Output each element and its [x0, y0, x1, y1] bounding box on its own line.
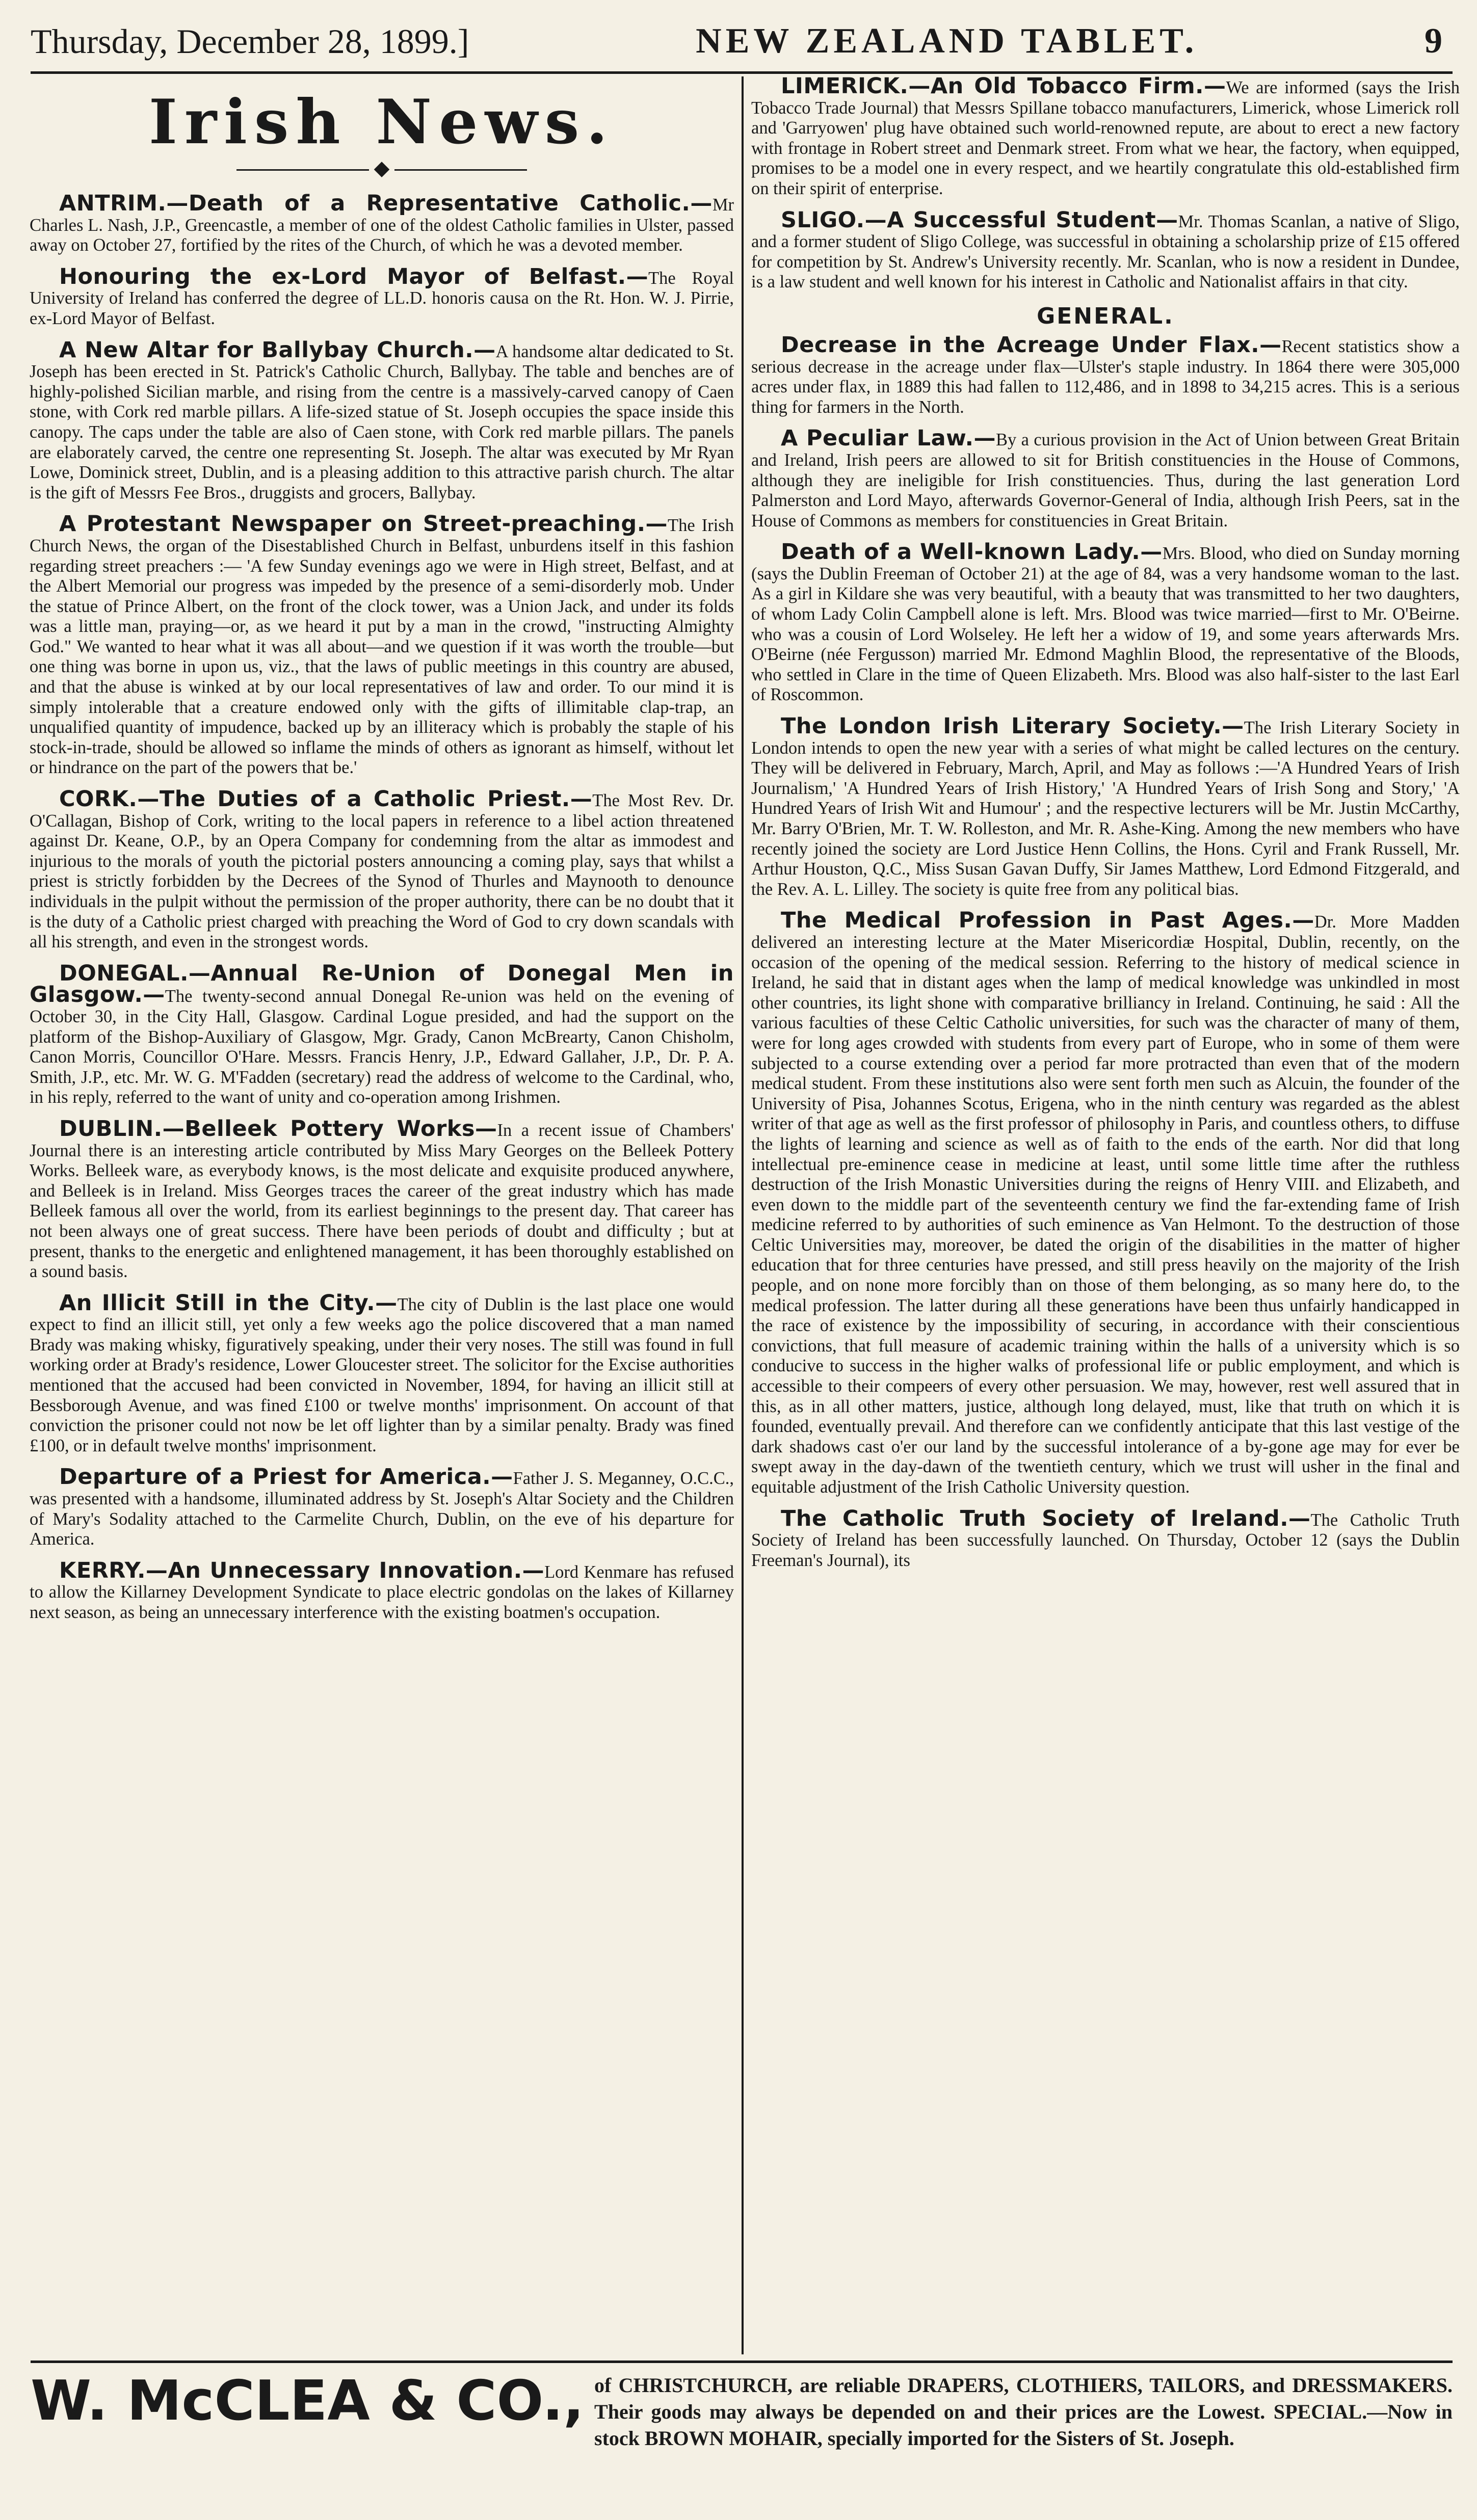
ornament-rule-right — [394, 169, 527, 171]
news-item — [30, 960, 734, 1108]
news-headline: The Medical Profession in Past Ages.— — [781, 908, 1314, 934]
news-item — [751, 539, 1460, 705]
advertisement-text: of CHRISTCHURCH, are reliable DRAPERS, CLOTHIERS, TAILORS, and DRESSMAKERS. Their goods may always be depended on and their prices are the Lowest. SPECIAL.—Now in stock BROWN MOHAIR, specially imported for the Sisters of St. Joseph. — [594, 2374, 1453, 2450]
news-body: Mr. Thomas Scanlan, a native of Sligo, and a former student of Sligo College, was successful in obtaining a scholarship prize of £15 offered for competition by St. Andrew's University recently. Mr. Scanlan, who is now a resident in Dundee, is a law student and well known for his interest in Catholic and Nationalist affairs in that city. — [751, 211, 1460, 292]
news-headline: CORK.—The Duties of a Catholic Priest.— — [59, 786, 593, 812]
news-item — [30, 191, 734, 256]
news-item — [30, 1464, 734, 1549]
news-item — [751, 76, 1460, 199]
page-number: 9 — [1424, 21, 1442, 61]
right-articles — [751, 76, 1460, 1571]
news-body: The Irish Church News, the organ of the Disestablished Church in Belfast, unburdens itself in this fashion regarding street preachers :— 'A few Sunday evenings ago we were in High street, Belfast, and at the Albert Memorial our progress was impeded by the presence of a semi-disorderly mob. Under the statue of Prince Albert, on the front of the clock tower, was a Union Jack, and under its folds was a little man, praying—or, as we heard it put by a man in the crowd, "instructing Almighty God." We wanted to hear what it was all about—and we question if it was worth the trouble—but one thing was borne in upon us, viz., that the laws of public meetings in this country are abused, and that the abuse is winked at by our local representatives of law and order. To our mind it is simply intolerable that a creature endowed only with the gifts of illimitable clap-trap, an unqualified quantity of impudence, backed up by an illiteracy which is probably the staple of his stock-in-trade, should be allowed so inflame the minds of others as ignorant as himself, without let or hindrance on the part of the powers that be.' — [30, 516, 734, 778]
news-item — [30, 263, 734, 329]
news-body: By a curious provision in the Act of Union between Great Britain and Ireland, Irish peers are allowed to sit for British constituencies in the House of Commons, although they are ineligible for Irish constituencies. Thus, during the last generation Lord Palmerston and Lord Mayo, afterwards Governor-General of India, although Irish Peers, sat in the House of Commons as members for constituencies in Great Britain. — [751, 430, 1460, 530]
title-ornament — [30, 158, 734, 178]
news-body: Lord Kenmare has refused to allow the Killarney Development Syndicate to place electric gondolas on the lakes of Killarney next season, as being an unnecessary interference with the existing boatmen's occupation. — [30, 1562, 734, 1622]
news-headline: An Illicit Still in the City.— — [59, 1290, 398, 1316]
news-body: We are informed (says the Irish Tobacco Trade Journal) that Messrs Spillane tobacco manufacturers, Limerick, whose Limerick roll and 'Garryowen' plug have obtained such world-renowned repute, are about to erect a new factory with frontage in Robert street and Denmark street. From what we hear, the factory, when equipped, promises to be a model one in every respect, and we heartily congratulate this old-established firm on their spirit of enterprise. — [751, 78, 1460, 198]
news-headline: LIMERICK.—An Old Tobacco Firm.— — [781, 76, 1226, 99]
news-headline: A New Altar for Ballybay Church.— — [59, 337, 496, 363]
news-body: The Catholic Truth Society of Ireland has been successfully launched. On Thursday, October 12 (says the Dublin Freeman's Journal), its — [751, 1510, 1460, 1570]
advertiser-name: W. McCLEA & CO., — [31, 2369, 585, 2433]
section-title: Irish News. — [148, 86, 615, 158]
news-headline: SLIGO.—A Successful Student— — [781, 207, 1178, 233]
news-body: The Royal University of Ireland has conferred the degree of LL.D. honoris causa on the Rt. Hon. W. J. Pirrie, ex-Lord Mayor of Belfast. — [30, 268, 734, 328]
news-headline: DUBLIN.—Belleek Pottery Works— — [59, 1116, 497, 1142]
news-headline: KERRY.—An Unnecessary Innovation.— — [59, 1557, 545, 1583]
news-item — [751, 908, 1460, 1497]
news-headline: A Peculiar Law.— — [781, 426, 996, 452]
news-item — [751, 332, 1460, 417]
news-body: The Most Rev. Dr. O'Callagan, Bishop of Cork, writing to the local papers in reference to a libel action threatened against Dr. Keane, O.P., by an Opera Company for condemning from the altar as immodest and injurious to the morals of youth the pictorial posters announcing a coming play, says that whilst a priest is strictly forbidden by the Decrees of the Synod of Thurles and Maynooth to denounce individuals in the pulpit without the permission of the proper authority, there can be no doubt that it is the duty of a Catholic priest charged with preaching the Word of God to cry down scandals with all his strength, and even in the strongest words. — [30, 791, 734, 952]
news-body: The city of Dublin is the last place one would expect to find an illicit still, yet only a few weeks ago the police discovered that a man named Brady was making whisky, figuratively speaking, under their very noses. The still was found in full working order at Brady's residence, Lower Gloucester street. The solicitor for the Excise authorities mentioned that the accused had been convicted in November, 1894, for having an illicit still at Bessborough Avenue, and was fined £100 or twelve months' imprisonment. On account of that conviction the prisoner could not now be let off lighter than by a similar penalty. Brady was fined £100, or in default twelve months' imprisonment. — [30, 1294, 734, 1455]
news-headline: The Catholic Truth Society of Ireland.— — [781, 1505, 1311, 1531]
diamond-ornament-icon: ◆ — [374, 156, 390, 179]
right-column — [751, 76, 1460, 2352]
news-body: Mrs. Blood, who died on Sunday morning (says the Dublin Freeman of October 21) at the age of 84, was a very handsome woman to the last. As a girl in Kildare she was very beautiful, with a beauty that was transmitted to her two daughters, of whom Lady Colin Campbell alone is left. Mrs. Blood was twice married—first to Mr. O'Beirne. who was a cousin of Lord Wolseley. He left her a widow of 19, and some years afterwards Mrs. O'Beirne (née Fergusson) married Mr. Edmond Maghlin Blood, the representative of the Bloods, who settled in Clare in the time of Queen Elizabeth. Mrs. Blood was also half-sister to the last Earl of Roscommon. — [751, 544, 1460, 705]
news-body: A handsome altar dedicated to St. Joseph has been erected in St. Patrick's Catholic Church, Ballybay. The table and benches are of highly-polished Sicilian marble, and rising from the centre is a massively-carved canopy of Caen stone, with Cork red marble pillars. A life-sized statue of St. Joseph occupies the space inside this canopy. The caps under the table are also of Caen stone, with Cork red marble pillars. The panels are elaborately carved, the centre one representing St. Joseph. The altar was executed by Mr Ryan Lowe, Dominick street, Dublin, and is a pleasing addition to this attractive parish church. The altar is the gift of Messrs Fee Bros., druggists and grocers, Ballybay. — [30, 341, 734, 502]
news-item — [30, 1557, 734, 1623]
news-headline: Honouring the ex-Lord Mayor of Belfast.— — [59, 263, 649, 289]
left-articles — [30, 191, 734, 1623]
news-headline: Death of a Well-known Lady.— — [781, 539, 1163, 565]
news-body: Mr Charles L. Nash, J.P., Greencastle, a member of one of the oldest Catholic families in Ulster, passed away on October 27, fortified by the rites of the Church, of which he was a devoted member. — [30, 195, 734, 255]
news-item — [30, 511, 734, 778]
news-item — [751, 207, 1460, 293]
news-body: Recent statistics show a serious decrease in the acreage under flax—Ulster's staple industry. In 1864 there were 305,000 acres under flax, in 1889 this had fallen to 112,486, and in 1898 to 34,215 acres. This is a serious thing for farmers in the North. — [751, 336, 1460, 417]
news-body: The twenty-second annual Donegal Re-union was held on the evening of October 30, in the City Hall, Glasgow. Cardinal Logue presided, and had the support on the platform of the Bishop-Auxiliary of Glasgow, Mgr. Grady, Canon McBrearty, Canon Chisholm, Canon Morris, Councillor O'Hare. Messrs. Francis Henry, J.P., Edward Gallaher, J.P., Dr. P. A. Smith, J.P., etc. Mr. W. G. M'Fadden (secretary) read the address of welcome to the Cardinal, who, in his reply, referred to the want of unity and co-operation among Irishmen. — [30, 987, 734, 1107]
news-body: The Irish Literary Society in London intends to open the new year with a series of what might be called lectures on the century. They will be delivered in February, March, April, and May as follows :—'A Hundred Years of Irish Journalism,' 'A Hundred Years of Irish History,' 'A Hundred Years of Irish Song and Story,' 'A Hundred Years of Irish Wit and Humour' ; and the respective lecturers will be Mr. Justin McCarthy, Mr. Barry O'Brien, Mr. T. W. Rolleston, and Mr. R. Ashe-King. Among the new members who have recently joined the society are Lord Justice Henn Collins, the Hons. Cyril and Frank Russell, Mr. Arthur Houston, Q.C., Miss Susan Gavan Duffy, Sir James Matthew, Lord Edmond Fitzgerald, and the Rev. A. L. Lilley. The society is quite free from any political bias. — [751, 718, 1460, 899]
section-subhead: GENERAL. — [1037, 303, 1174, 329]
news-item — [30, 786, 734, 952]
column-divider — [742, 76, 744, 2354]
left-column — [30, 76, 734, 2352]
news-item — [751, 426, 1460, 531]
news-item — [30, 1116, 734, 1282]
news-item — [751, 713, 1460, 899]
news-item — [30, 337, 734, 503]
news-headline: ANTRIM.—Death of a Representative Catholic.— — [59, 191, 713, 216]
ornament-rule-left — [236, 169, 369, 171]
news-headline: A Protestant Newspaper on Street-preaching.— — [59, 511, 668, 537]
news-body: In a recent issue of Chambers' Journal there is an interesting article contributed by Miss Mary Georges on the Belleek Pottery Works. Belleek ware, as everybody knows, is the most delicate and exquisite produced anywhere, and Belleek is in Ireland. Miss Georges traces the career of the great industry which has made Belleek famous all over the world, from its earliest beginnings to the present day. That career has not been always one of great success. There have been periods of doubt and difficulty ; but at present, thanks to the energetic and enlightened management, it has been thoroughly established on a sound basis. — [30, 1120, 734, 1282]
news-body: Dr. More Madden delivered an interesting lecture at the Mater Misericordiæ Hospital, Dublin, recently, on the occasion of the opening of the medical session. Referring to the history of medical science in Ireland, he said that in distant ages when the lamp of medical knowledge was unkindled in most other countries, its light shone with comparative brilliancy in Ireland. Continuing, he said : All the various faculties of these Celtic Catholic universities, for such was the character of many of them, were for long ages crowded with students from every part of Europe, who in some of them were subjected to a course extending over a period far more protracted than even that of the modern medical student. From these institutions also were sent forth men such as Alcuin, the founder of the University of Pisa, Johannes Scotus, Erigena, who in the ninth century was regarded as the ablest writer of that age as well as the first professor of philosophy in Paris, and countless others, to diffuse the lights of learning and science as well as of faith to the ends of the earth. Nor did that long intellectual pre-eminence cease in medicine at least, until some little time after the ruthless destruction of the Irish Monastic Universities during the reigns of Henry VIII. and Elizabeth, and even down to the middle part of the seventeenth century we find the far-extending fame of Irish medicine referred to by authorities of such eminence as Van Helmont. To the destruction of those Celtic Universities may, moreover, be dated the origin of the disabilities in the matter of higher education that for three centuries have pressed, and still press heavily on the majority of the Irish people, and on none more forcibly than on those of them belonging, as so many here do, to the medical profession. The latter during all these generations have been thus unfairly handicapped in the race of existence by the impossibility of securing, in accordance with their conscientious convictions, that full measure of academic training within the halls of a university which is so conducive to success in the higher walks of professional life or public employment, and which is accessible to their compeers of every other persuasion. We may, however, rest well assured that in this, as in all other matters, justice, although long delayed, must, like that truth on which it is founded, eventually prevail. And therefore can we confidently anticipate that this last vestige of the dark shadows cast o'er our land by the successful intolerance of a by-gone age may for ever be swept away in the day-dawn of the twentieth century, which we trust will usher in the final and equitable adjustment of the Irish Catholic University question. — [751, 912, 1460, 1497]
advertisement — [31, 2360, 1453, 2511]
news-headline: Departure of a Priest for America.— — [59, 1464, 513, 1490]
news-item — [30, 1290, 734, 1456]
issue-date: Thursday, December 28, 1899.] — [31, 21, 469, 61]
news-headline: The London Irish Literary Society.— — [781, 713, 1244, 739]
news-headline: Decrease in the Acreage Under Flax.— — [781, 332, 1282, 358]
page-header — [31, 11, 1453, 74]
news-body: Father J. S. Meganney, O.C.C., was presented with a handsome, illuminated address by St. Joseph's Altar Society and the Children of Mary's Sodality attached to the Carmelite Church, Dublin, on the eve of his departure for America. — [30, 1469, 734, 1549]
news-item — [751, 1505, 1460, 1571]
newspaper-title: NEW ZEALAND TABLET. — [696, 21, 1198, 61]
news-headline: DONEGAL.—Annual Re-Union of Donegal Men in Glasgow.— — [30, 960, 734, 1008]
